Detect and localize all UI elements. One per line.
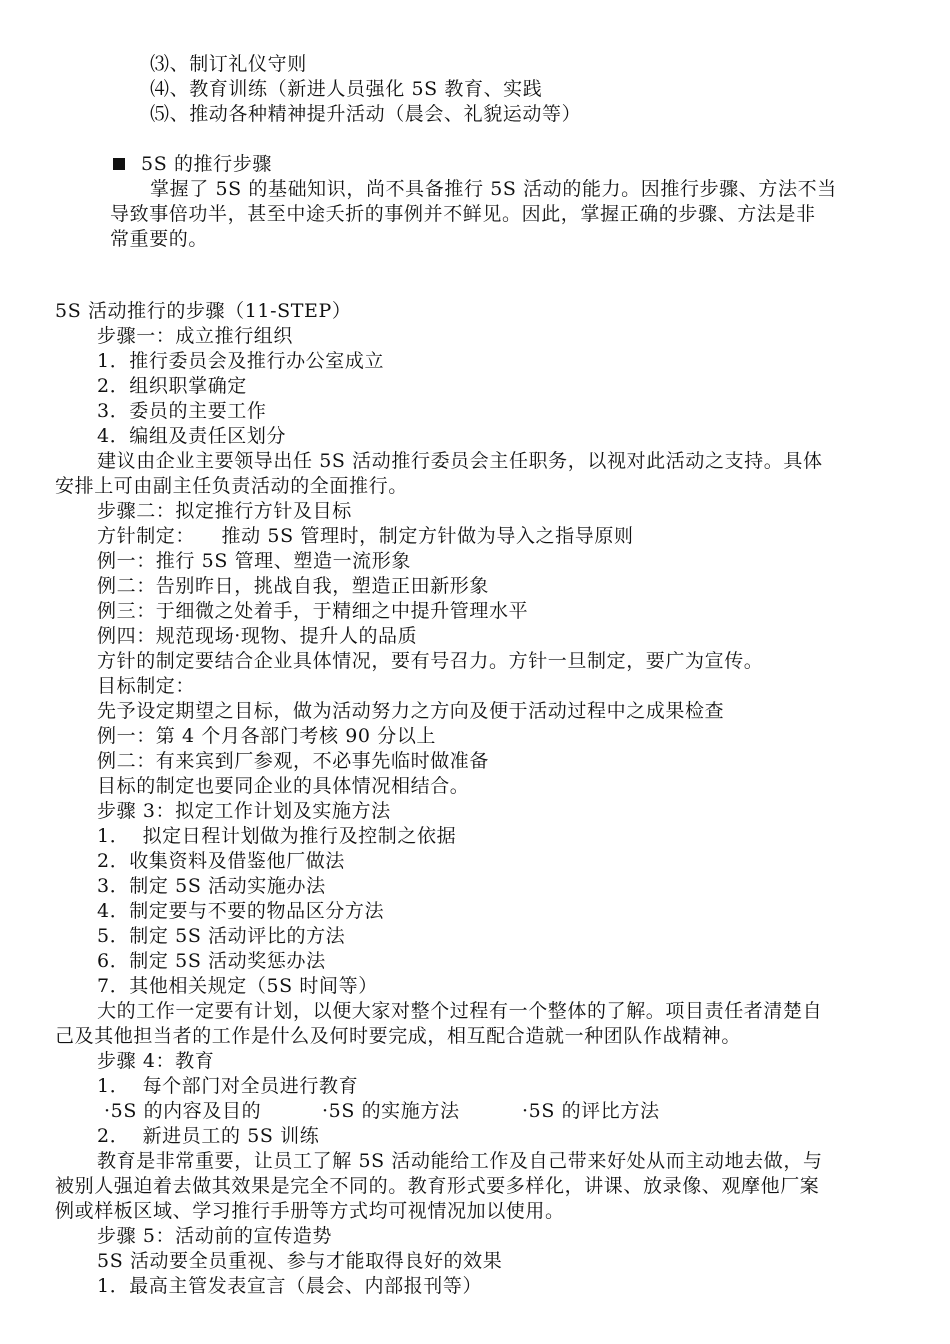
list-item: 1． 每个部门对全员进行教育	[97, 1075, 359, 1097]
goal-title: 目标制定：	[97, 675, 196, 697]
list-item: 2． 新进员工的 5S 训练	[97, 1125, 320, 1147]
steps-intro-line: 常重要的。	[110, 228, 209, 250]
paragraph-line: 建议由企业主要领导出任 5S 活动推行委员会主任职务，以视对此活动之支持。具体	[97, 450, 823, 472]
list-item: 3．制定 5S 活动实施办法	[97, 875, 326, 897]
step5-desc: 5S 活动要全员重视、参与才能取得良好的效果	[97, 1250, 503, 1272]
list-item: 3．委员的主要工作	[97, 400, 267, 422]
intro-item-5: ⑸、推动各种精神提升活动（晨会、礼貌运动等）	[150, 103, 582, 125]
sub-item: ·5S 的评比方法	[522, 1100, 660, 1122]
steps-intro-line: 导致事倍功半，甚至中途夭折的事例并不鲜见。因此，掌握正确的步骤、方法是非	[110, 203, 816, 225]
step3-title: 步骤 3：拟定工作计划及实施方法	[97, 800, 391, 822]
steps-heading-text: 5S 的推行步骤	[141, 153, 272, 175]
policy-note: 方针的制定要结合企业具体情况，要有号召力。方针一旦制定，要广为宣传。	[97, 650, 764, 672]
step2-title: 步骤二：拟定推行方针及目标	[97, 500, 352, 522]
step1-title: 步骤一：成立推行组织	[97, 325, 294, 347]
example-line: 例四：规范现场·现物、提升人的品质	[97, 625, 418, 647]
policy-line: 方针制定： 推动 5S 管理时，制定方针做为导入之指导原则	[97, 525, 634, 547]
paragraph-line: 被别人强迫着去做其效果是完全不同的。教育形式要多样化，讲课、放录像、观摩他厂案	[55, 1175, 820, 1197]
list-item: 1．最高主管发表宣言（晨会、内部报刊等）	[97, 1275, 483, 1297]
example-line: 例三：于细微之处着手，于精细之中提升管理水平	[97, 600, 529, 622]
list-item: 1．推行委员会及推行办公室成立	[97, 350, 385, 372]
paragraph-line: 己及其他担当者的工作是什么及何时要完成，相互配合造就一种团队作战精神。	[55, 1025, 742, 1047]
step5-title: 步骤 5：活动前的宣传造势	[97, 1225, 332, 1247]
sub-item: ·5S 的实施方法	[322, 1100, 460, 1122]
step4-title: 步骤 4：教育	[97, 1050, 215, 1072]
goal-desc: 先予设定期望之目标，做为活动努力之方向及便于活动过程中之成果检查	[97, 700, 725, 722]
list-item: 7．其他相关规定（5S 时间等）	[97, 975, 378, 997]
example-line: 例一：第 4 个月各部门考核 90 分以上	[97, 725, 437, 747]
goal-note: 目标的制定也要同企业的具体情况相结合。	[97, 775, 470, 797]
example-line: 例二：告别昨日，挑战自我，塑造正田新形象	[97, 575, 490, 597]
steps-intro-line: 掌握了 5S 的基础知识，尚不具备推行 5S 活动的能力。因推行步骤、方法不当	[150, 178, 837, 200]
example-line: 例二：有来宾到厂参观，不必事先临时做准备	[97, 750, 490, 772]
intro-item-3: ⑶、制订礼仪守则	[150, 53, 307, 75]
list-item: 2．收集资料及借鉴他厂做法	[97, 850, 345, 872]
list-item: 4．制定要与不要的物品区分方法	[97, 900, 385, 922]
paragraph-line: 例或样板区域、学习推行手册等方式均可视情况加以使用。	[55, 1200, 565, 1222]
list-item: 6．制定 5S 活动奖惩办法	[97, 950, 326, 972]
list-item: 2．组织职掌确定	[97, 375, 247, 397]
sub-item: ·5S 的内容及目的	[104, 1100, 262, 1122]
steps-heading	[113, 152, 272, 177]
paragraph-line: 教育是非常重要，让员工了解 5S 活动能给工作及自己带来好处从而主动地去做，与	[97, 1150, 823, 1172]
paragraph-line: 安排上可由副主任负责活动的全面推行。	[55, 475, 408, 497]
example-line: 例一：推行 5S 管理、塑造一流形象	[97, 550, 411, 572]
list-item: 1． 拟定日程计划做为推行及控制之依据	[97, 825, 457, 847]
intro-item-4: ⑷、教育训练（新进人员强化 5S 教育、实践	[150, 78, 543, 100]
square-bullet-icon	[113, 158, 125, 170]
list-item: 5．制定 5S 活动评比的方法	[97, 925, 346, 947]
paragraph-line: 大的工作一定要有计划，以便大家对整个过程有一个整体的了解。项目责任者清楚自	[97, 1000, 823, 1022]
list-item: 4．编组及责任区划分	[97, 425, 287, 447]
section-title: 5S 活动推行的步骤（11-STEP）	[55, 300, 352, 322]
